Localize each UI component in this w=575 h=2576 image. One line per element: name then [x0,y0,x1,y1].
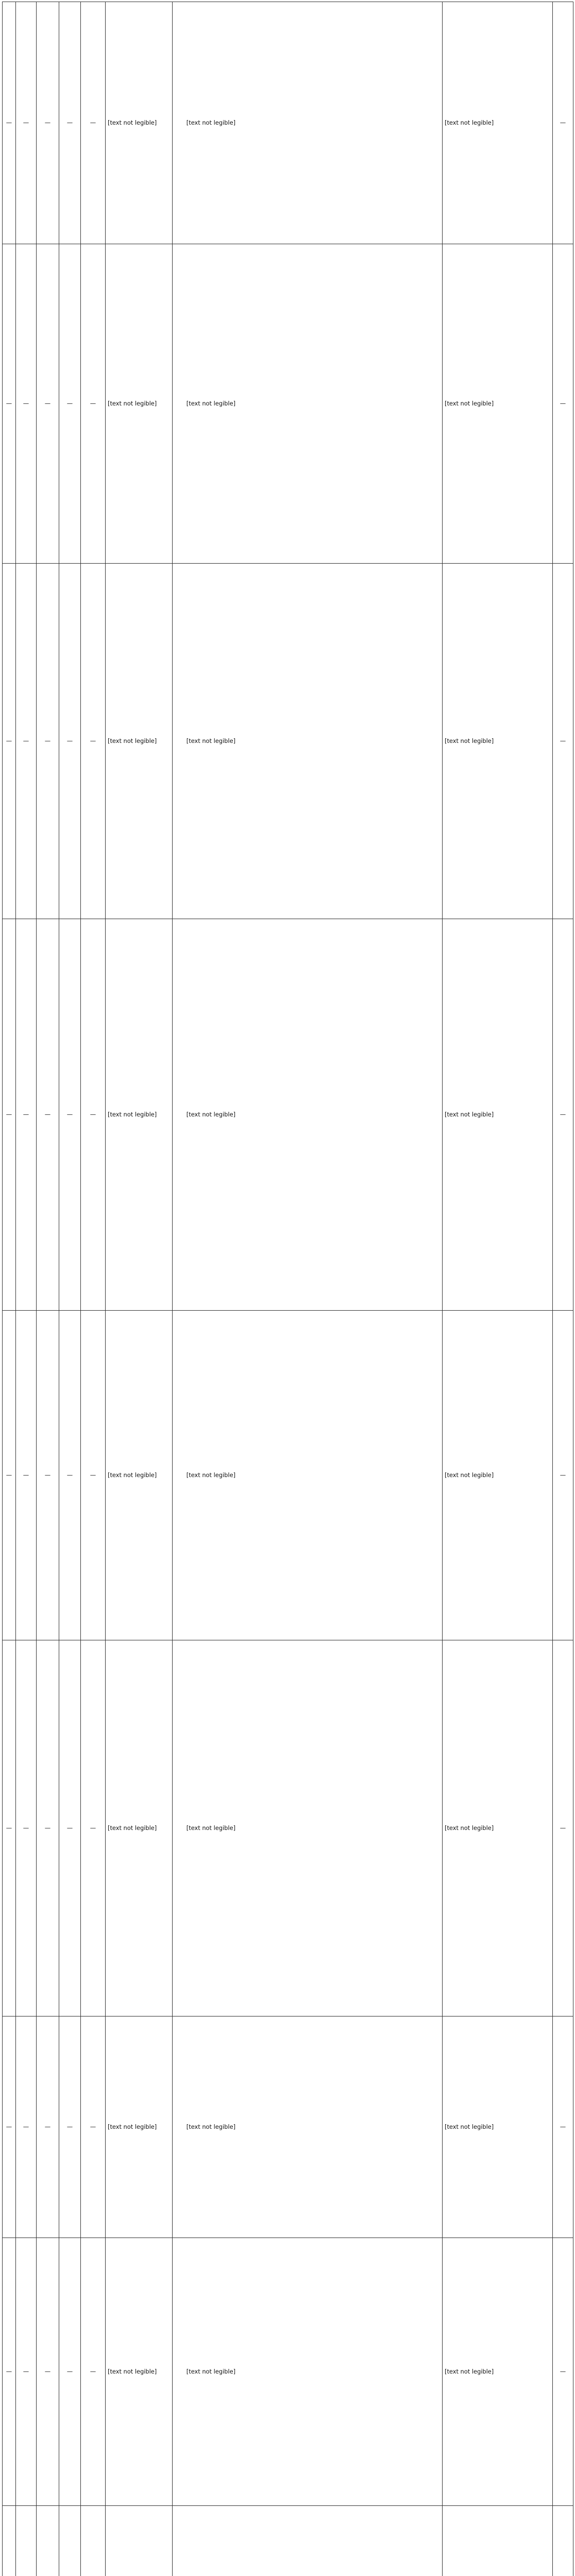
received-date: — [16,2238,37,2506]
result-paragraph: [text not legible] [445,737,494,744]
pollution-type [59,2506,81,2576]
table-row [3,564,573,919]
table-row [3,1640,573,2016]
investigation-details [173,1640,443,2016]
received-date: — [16,919,37,1311]
responsible-unit: — [81,564,106,919]
complaint-summary [106,2506,173,2576]
region [37,2506,59,2576]
row-number: — [3,1640,16,2016]
handling-result [443,1640,553,2016]
received-date: — [16,1311,37,1640]
result-paragraph: [text not legible] [445,399,494,407]
received-date: — [16,244,37,564]
details-paragraph: [text not legible] [186,737,236,744]
result-paragraph: [text not legible] [445,2367,494,2375]
status-note [553,2506,573,2576]
investigation-details [173,2016,443,2238]
handling-result [443,1311,553,1640]
handling-result [443,2,553,244]
row-number: — [3,564,16,919]
result-paragraph: [text not legible] [445,2123,494,2130]
investigation-details [173,2238,443,2506]
row-number: — [3,1311,16,1640]
row-number: — [3,2,16,244]
row-number: — [3,244,16,564]
status-note: — [553,1640,573,2016]
responsible-unit: — [81,1311,106,1640]
received-date: — [16,2,37,244]
complaint-summary: [text not legible] [106,2016,173,2238]
handling-result [443,2506,553,2576]
result-paragraph: [text not legible] [445,1471,494,1479]
responsible-unit: — [81,2016,106,2238]
handling-result [443,564,553,919]
table-row [3,244,573,564]
region: — [37,244,59,564]
received-date: — [16,564,37,919]
row-number [3,2506,16,2576]
region: — [37,919,59,1311]
handling-result [443,2238,553,2506]
complaint-summary: [text not legible] [106,2,173,244]
status-note: — [553,2016,573,2238]
complaint-summary: [text not legible] [106,1311,173,1640]
pollution-type: — [59,2238,81,2506]
responsible-unit: — [81,2,106,244]
table-row [3,919,573,1311]
status-note: — [553,1311,573,1640]
investigation-details [173,564,443,919]
handling-result [443,2016,553,2238]
handling-result [443,244,553,564]
table-row [3,2016,573,2238]
status-note: — [553,244,573,564]
table-row [3,1311,573,1640]
region: — [37,1311,59,1640]
details-paragraph: [text not legible] [186,1110,236,1118]
table-row [3,2506,573,2576]
investigation-details [173,1311,443,1640]
status-note: — [553,2238,573,2506]
details-paragraph: [text not legible] [186,1471,236,1479]
case-table [2,2,573,2576]
details-paragraph: [text not legible] [186,2367,236,2375]
table-row [3,2,573,244]
result-paragraph: [text not legible] [445,118,494,126]
table-row [3,2238,573,2506]
status-note: — [553,919,573,1311]
region: — [37,1640,59,2016]
row-number: — [3,2016,16,2238]
complaint-summary: [text not legible] [106,919,173,1311]
status-note: — [553,2,573,244]
result-paragraph: [text not legible] [445,1110,494,1118]
received-date [16,2506,37,2576]
details-paragraph: [text not legible] [186,2123,236,2130]
received-date: — [16,1640,37,2016]
pollution-type: — [59,2016,81,2238]
pollution-type: — [59,1640,81,2016]
status-note: — [553,564,573,919]
details-paragraph: [text not legible] [186,399,236,407]
table-body [3,2,573,2576]
region: — [37,2016,59,2238]
responsible-unit: — [81,919,106,1311]
investigation-details [173,2506,443,2576]
result-paragraph: [text not legible] [445,1824,494,1832]
complaint-summary: [text not legible] [106,564,173,919]
complaint-summary: [text not legible] [106,244,173,564]
responsible-unit: — [81,2238,106,2506]
row-number: — [3,2238,16,2506]
pollution-type: — [59,564,81,919]
handling-result [443,919,553,1311]
complaint-summary: [text not legible] [106,1640,173,2016]
pollution-type: — [59,1311,81,1640]
responsible-unit: — [81,244,106,564]
complaint-summary: [text not legible] [106,2238,173,2506]
pollution-type: — [59,2,81,244]
investigation-details [173,919,443,1311]
responsible-unit: — [81,1640,106,2016]
responsible-unit [81,2506,106,2576]
region: — [37,564,59,919]
received-date: — [16,2016,37,2238]
pollution-type: — [59,244,81,564]
region: — [37,2238,59,2506]
details-paragraph: [text not legible] [186,118,236,126]
row-number: — [3,919,16,1311]
pollution-type: — [59,919,81,1311]
region: — [37,2,59,244]
details-paragraph: [text not legible] [186,1824,236,1832]
investigation-details [173,244,443,564]
investigation-details [173,2,443,244]
